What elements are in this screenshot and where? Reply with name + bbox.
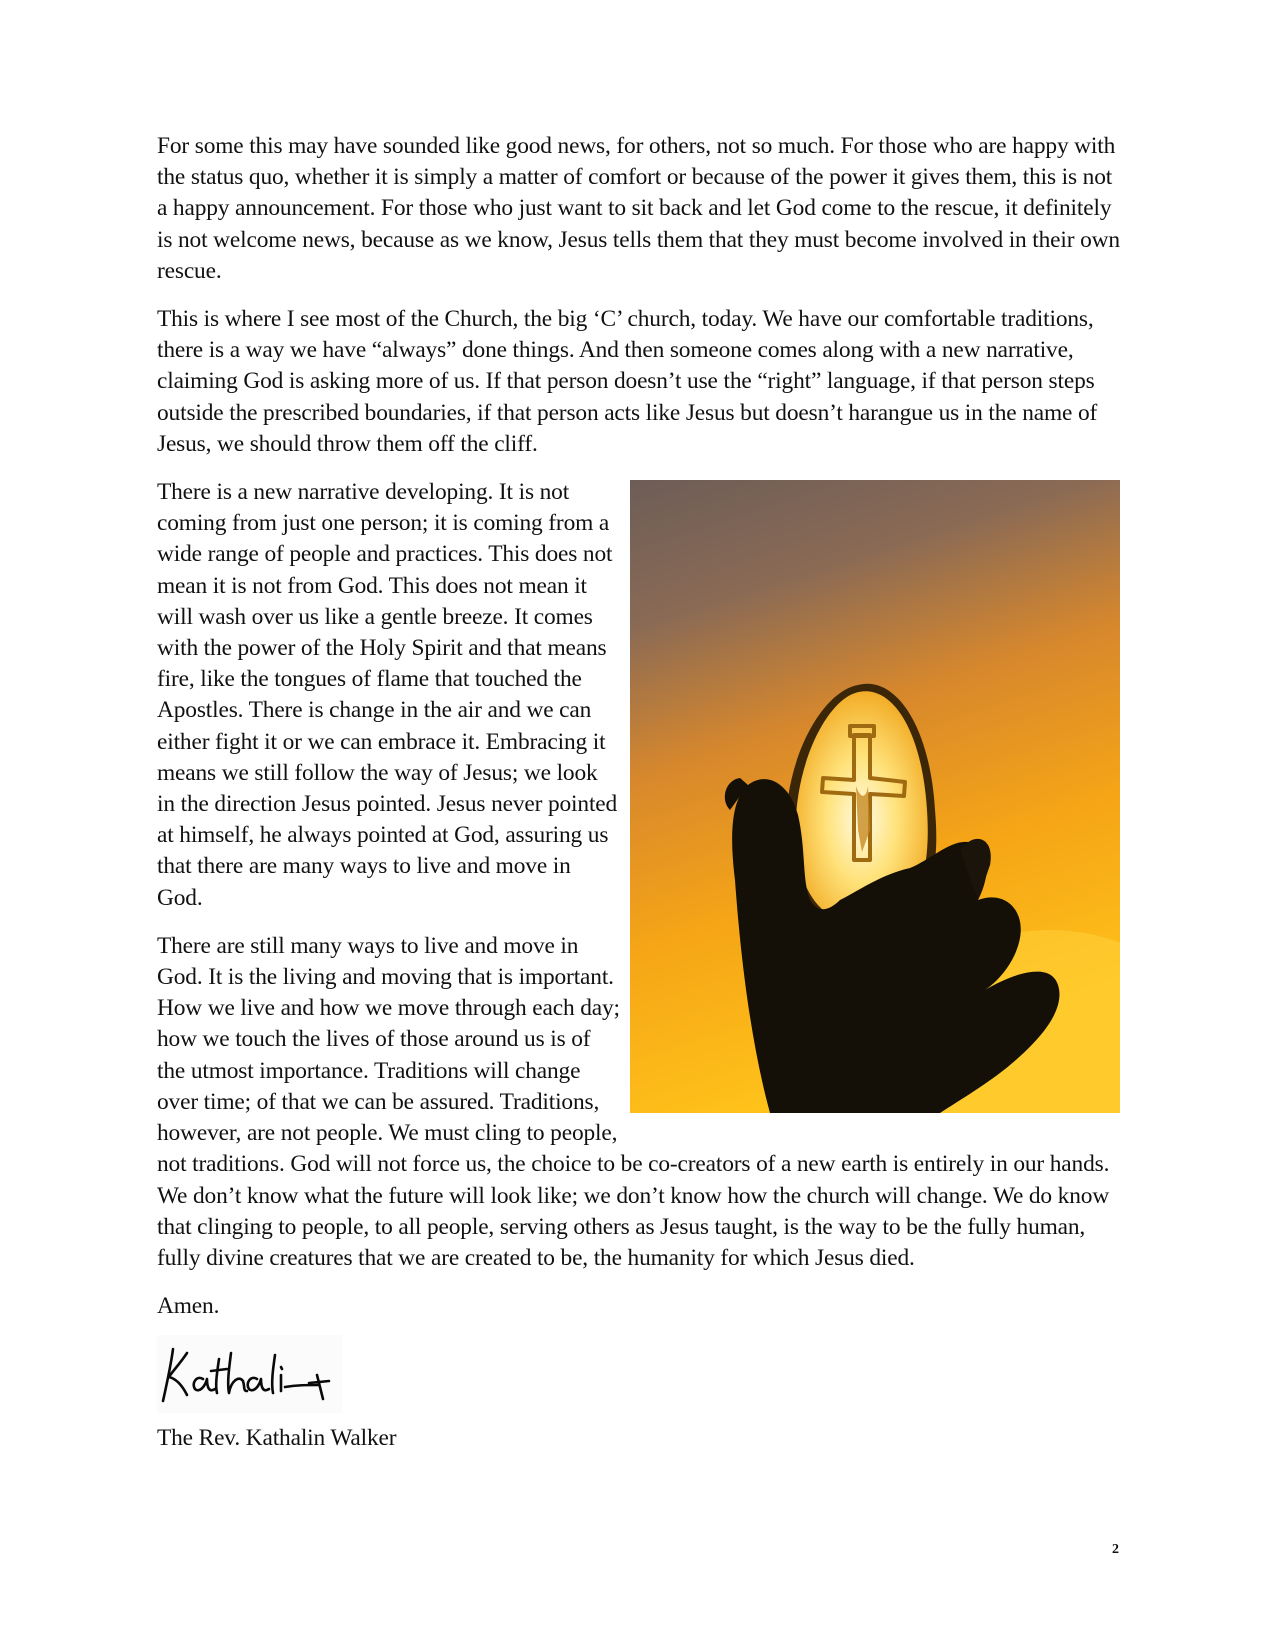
paragraph-1: For some this may have sounded like good news, for others, not so much. For those who are happy with the status quo, whether it is simply a matter of comfort or because of the power it gives them, this is not a happy announcement. For those who just want to sit back and let God come to the rescue, it definitely is not welcome news, because as we know, Jesus tells them that they must become involved in their own rescue. — [157, 133, 1120, 284]
closing-amen: Amen. — [157, 1293, 220, 1320]
handwritten-signature — [157, 1335, 342, 1413]
signer-name: The Rev. Kathalin Walker — [157, 1425, 397, 1452]
paragraph-3-with-photo — [157, 477, 1120, 914]
paragraph-3-text: There is a new narrative developing. It is not coming from just one person; it is coming from a wide range of people and practices. This does not mean it is not from God. This does not mean it will wash over us like a gentle breeze. It comes with the power of the Holy Spirit and that means fire, like the tongues of flame that touched the Apostles. There is change in the air and we can either fight it or we can embrace it. Embracing it means we still follow the way of Jesus; we look in the direction Jesus pointed. Jesus never pointed at himself, he always pointed at God, assuring us that there are many ways to live and move in God. — [157, 479, 618, 911]
page-number: 2 — [1112, 1542, 1119, 1557]
letter-body — [157, 131, 1120, 1455]
paragraph-4: There are still many ways to live and move in God. It is the living and moving that is important. How we live and how we move through each day; how we touch the lives of those around us is of the utmost importance. Traditions will change over time; of that we can be assured. Traditions, however, are not people. We must cling to people, not traditions. God will not force us, the choice to be co-creators of a new earth is entirely in our hands. We don’t know what the future will look like; we don’t know how the church will change. We do know that clinging to people, to all people, serving others as Jesus taught, is the way to be the fully human, fully divine creatures that we are created to be, the humanity for which Jesus died. — [157, 932, 1110, 1271]
crucifix-sunset-photo — [630, 480, 1120, 1113]
paragraph-2: This is where I see most of the Church, the big ‘C’ church, today. We have our comfortable traditions, there is a way we have “always” done things. And then someone comes along with a new narrative, claiming God is asking more of us. If that person doesn’t use the “right” language, if that person steps outside the prescribed boundaries, if that person acts like Jesus but doesn’t harangue us in the name of Jesus, we should throw them off the cliff. — [157, 306, 1098, 457]
